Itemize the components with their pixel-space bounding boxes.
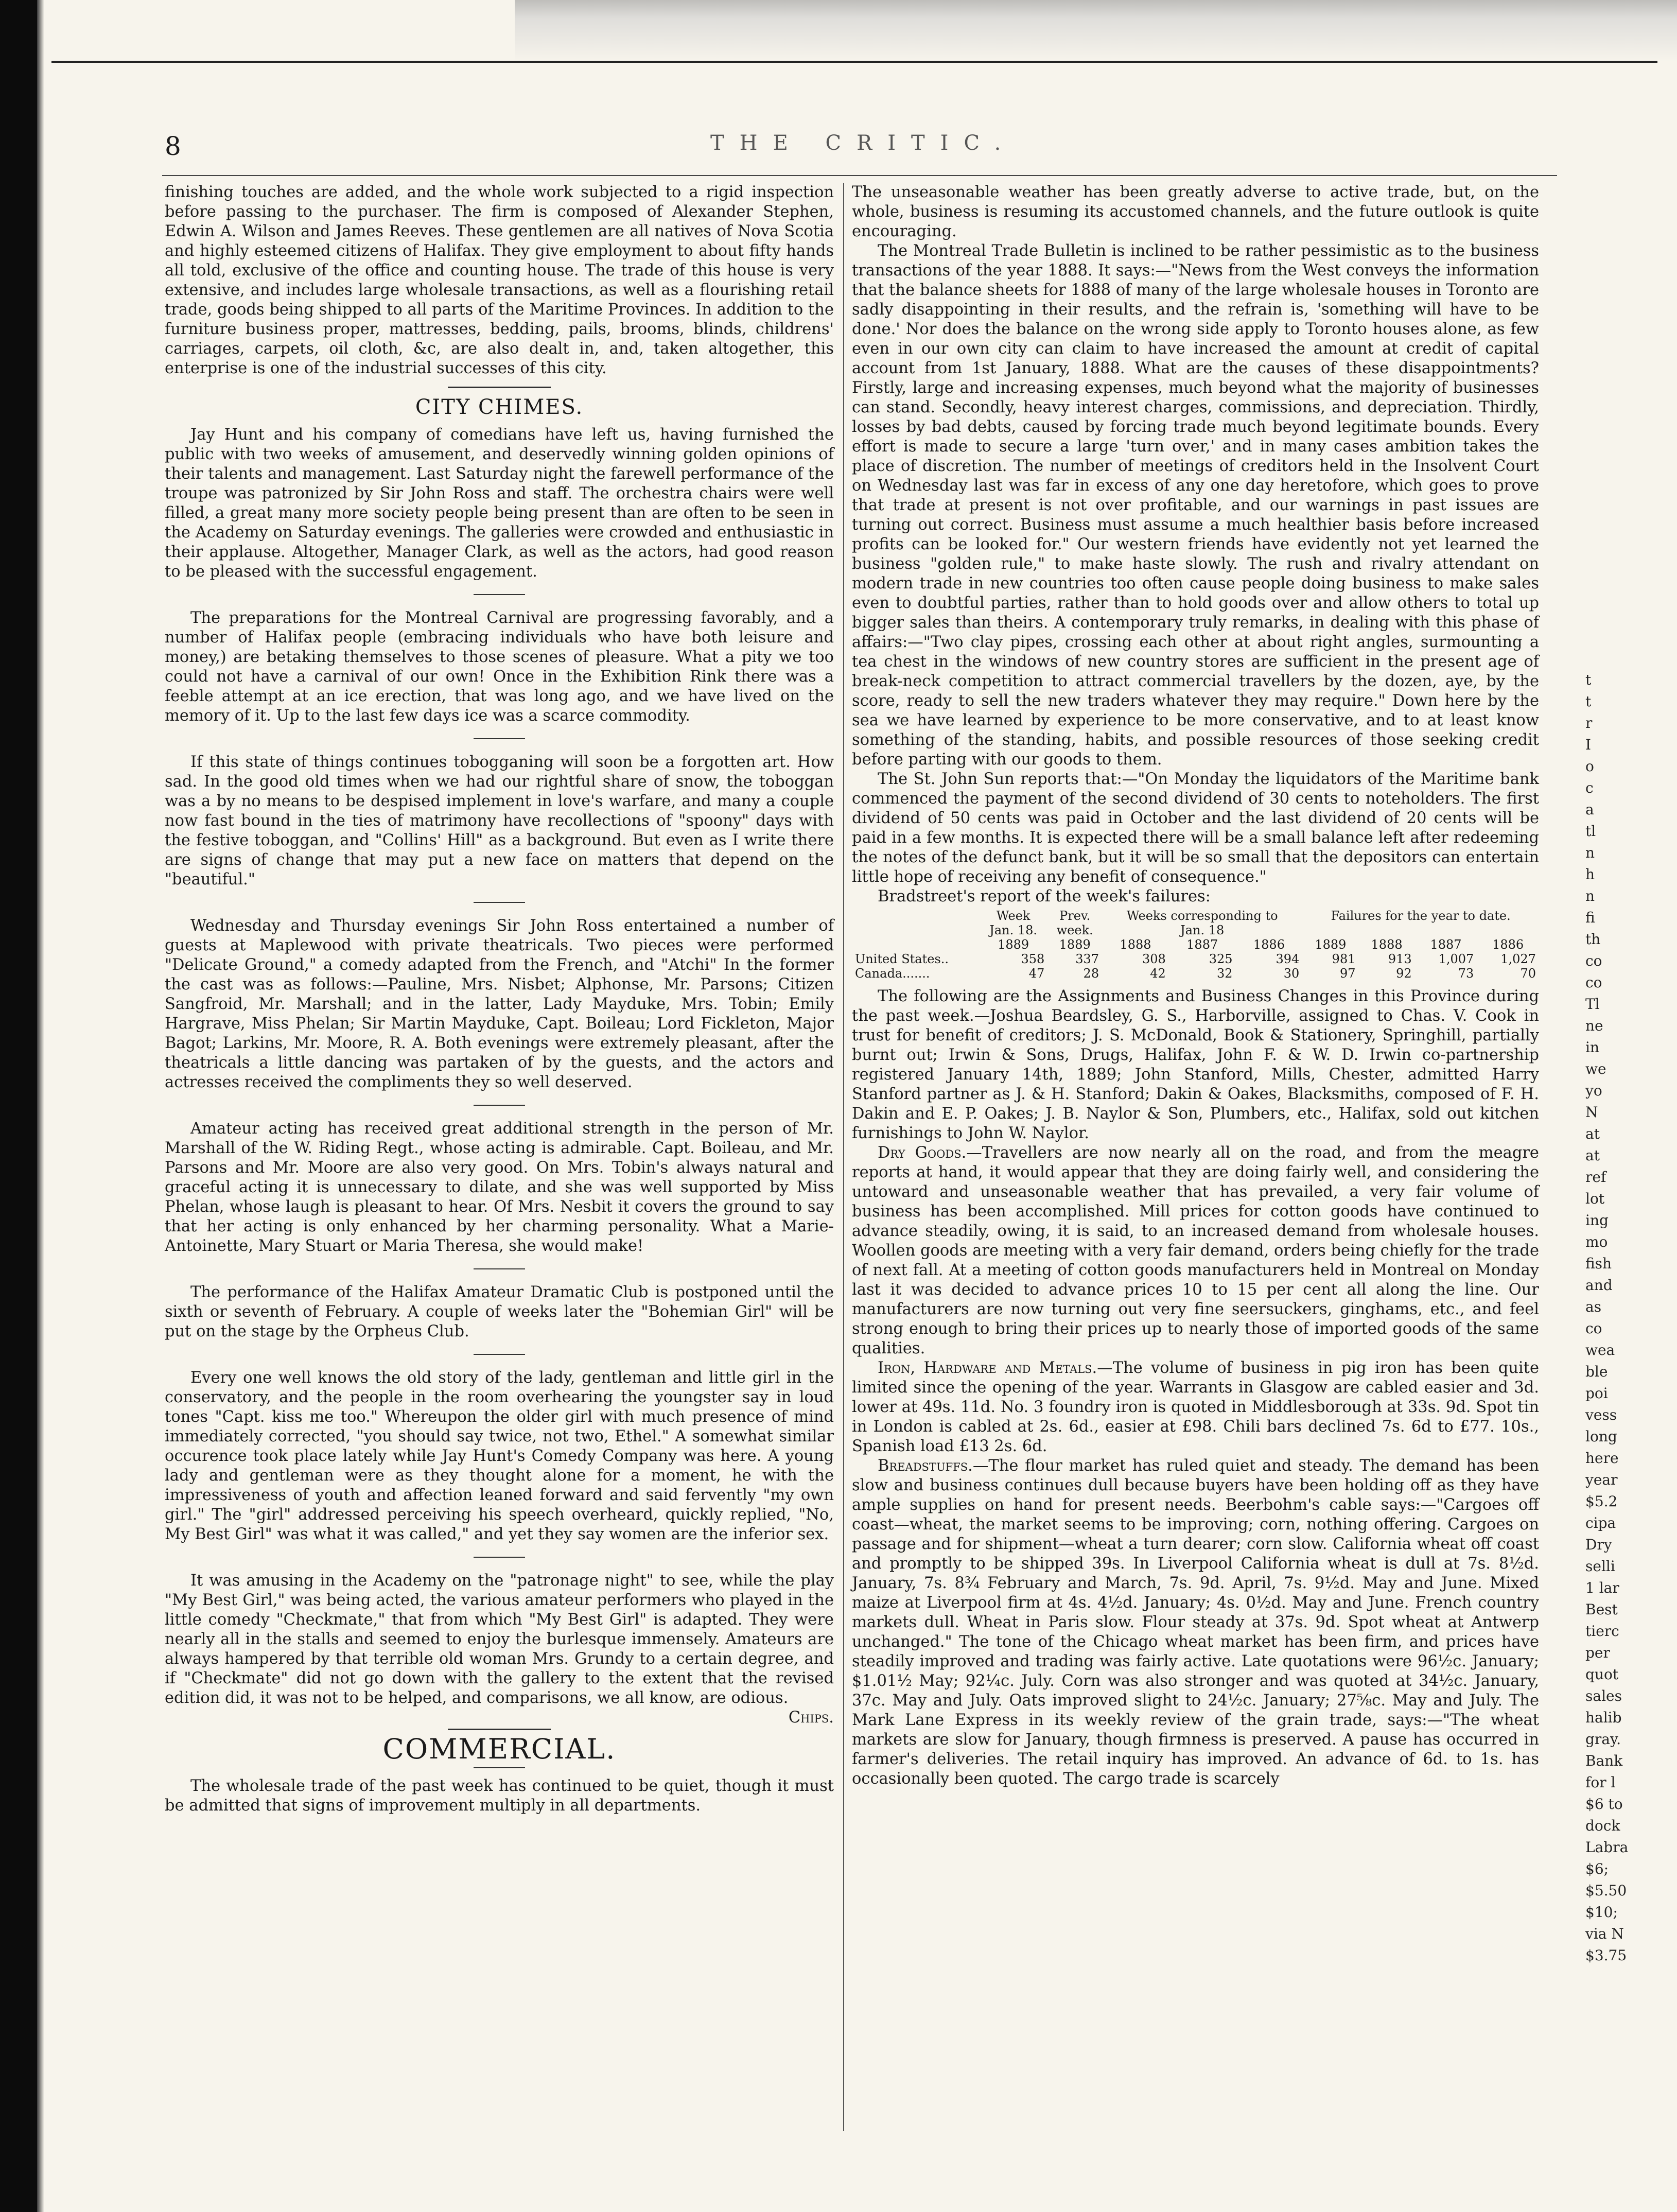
ornament-rule (448, 387, 551, 388)
fragment-line: cipa (1585, 1514, 1616, 1531)
fragment-line: vess (1585, 1406, 1617, 1423)
article-paragraph: The performance of the Halifax Amateur Dramatic Club is postponed until the sixth or seventh of February. A couple of weeks later the "Bohemian Girl" will be put on the stage by the Orpheus Club. (165, 1283, 834, 1340)
furniture-paragraph: finishing touches are added, and the whole work subjected to a rigid inspection before passing to the purchaser. The firm is composed of Alexander Stephen, Edwin A. Wilson and James Reeves. These gentlemen are all natives of Nova Scotia and highly esteemed citizens of Halifax. They give employment to about fifty hands all told, exclusive of the office and counting house. The trade of this house is very extensive, and includes large wholesale transactions, as well as a flourishing retail trade, goods being shipped to all parts of the Maritime Provinces. In addition to the furniture business proper, mattresses, bedding, pails, brooms, blinds, childrens' carriages, carpets, oil cloth, &c, are also dealt in, and, taken altogether, this enterprise is one of the industrial successes of this city. (165, 183, 834, 377)
fragment-line: co (1585, 974, 1602, 991)
table-cell: 981 (1332, 952, 1356, 966)
year-cell: 1888 (1371, 937, 1403, 952)
column-divider (843, 183, 844, 2131)
year-cell: 1887 (1430, 937, 1462, 952)
row-label: United States.. (855, 952, 949, 966)
fragment-line: at (1585, 1125, 1600, 1142)
separator (474, 1767, 525, 1768)
fragment-line: sales (1585, 1687, 1622, 1704)
fragment-line: $5.2 (1585, 1493, 1618, 1510)
subhead-dry-goods: Dry Goods. (878, 1144, 967, 1162)
article-paragraph (165, 1571, 834, 1727)
article-paragraph (852, 1456, 1539, 1789)
table-header: Jan. 18 (1180, 923, 1225, 937)
article-paragraph: The Montreal Trade Bulletin is inclined to be rather pessimistic as to the business transactions of the year 1888. It says:—"News from the West conveys the information that the balance sheets for 1888 of many of the large wholesale houses in Toronto are sadly disappointing in their results, and the refrain is, 'something will have to be done.' Nor does the balance on the wrong side apply to Toronto houses alone, as few even in our own city can claim to have increased the amount at credit of capital account from 1st January, 1888. What are the causes of these disappointments? Firstly, large and increasing expenses, much beyond what the majority of businesses can stand. Secondly, heavy interest charges, commissions, and depreciation. Thirdly, losses by bad debts, caused by forcing trade much beyond legitimate bounds. Every effort is made to secure a large 'turn over,' and in many cases ambition takes the place of discretion. The number of meetings of creditors held in the Insolvent Court on Wednesday last was far in excess of any one day heretofore, which goes to prove that trade at present is not over profitable, and our warnings in past issues are turning out correct. Business must assume a much healthier basis before increased profits can be looked for." Our western friends have evidently not yet learned the business "golden rule," to make haste slowly. The rush and rivalry attendant on modern trade in new countries too often cause people doing business to make sales even to doubtful parties, rather than to hold goods over and allow others to total up bigger sales than theirs. A contemporary truly remarks, in dealing with this phase of affairs:—"Two clay pipes, crossing each other at about right angles, surmounting a tea chest in the windows of new country stores are sufficient in the present age of break-neck competition to attract commercial travellers by the dozen, aye, by the score, ready to sell the new traders whatever they may require." Down here by the sea we have learned by experience to be more conservative, and to at least know something of the standing, habits, and possible resources of those seeking credit before parting with our goods to them. (852, 242, 1539, 769)
fragment-line: tierc (1585, 1623, 1619, 1640)
adjacent-page-fragments (1585, 669, 1673, 1966)
separator (474, 1105, 525, 1106)
fragment-line: o (1585, 758, 1594, 775)
table-cell: 337 (1075, 952, 1099, 966)
table-cell: 1,007 (1438, 952, 1474, 966)
table-header: week. (1056, 923, 1093, 937)
table-cell: 28 (1083, 966, 1099, 981)
table-cell: 394 (1276, 952, 1300, 966)
article-paragraph: The preparations for the Montreal Carnival are progressing favorably, and a number of Halifax people (embracing individuals who have both leisure and money,) are betaking themselves to those scenes of pleasure. What a pity we too could not have a carnival of our own! Once in the Exhibition Rink there was a feeble attempt at an ice erection, that was long ago, and we have lived on the memory of it. Up to the last few days ice was a scarce commodity. (165, 609, 834, 725)
article-paragraph: Amateur acting has received great additional strength in the person of Mr. Marshall of the W. Riding Regt., whose acting is admirable. Capt. Boileau, and Mr. Parsons and Mr. Moore are also very good. On Mrs. Tobin's always natural and graceful acting it is unnecessary to dilate, and she was well supported by Miss Phelan, whose laugh is pleasant to hear. Of Mrs. Nesbit it covers the ground to say that her acting is only enhanced by her charming personality. What a Marie-Antoinette, Mary Stuart or Maria Theresa, she would make! (165, 1120, 834, 1255)
ornament-rule (448, 1729, 551, 1730)
separator (474, 594, 525, 595)
paragraph-text: —The volume of business in pig iron has been quite limited since the opening of the year. Warrants in Glasgow are cabled easier and 3d. lower at 49s. 11d. No. 3 foundry iron is quoted in Middlesborough at 33s. 9d. Spot tin in London is cabled at 2s. 6d., easier at £98. Chili bars declined 7s. 6d to £77. 10s., Spanish load £13 2s. 6d. (852, 1359, 1539, 1455)
separator (474, 738, 525, 739)
fragment-line: for l (1585, 1774, 1616, 1791)
table-header-row (852, 923, 1539, 937)
fragment-line: yo (1585, 1082, 1602, 1099)
fragment-line: tl (1585, 823, 1596, 840)
table-cell: 70 (1520, 966, 1536, 981)
fragment-line: Best (1585, 1601, 1618, 1618)
year-cell: 1886 (1253, 937, 1285, 952)
fragment-line: ing (1585, 1212, 1609, 1229)
fragment-line: c (1585, 779, 1594, 796)
fragment-line: as (1585, 1298, 1602, 1315)
table-header: Prev. (1059, 909, 1091, 923)
table-cell: 325 (1209, 952, 1233, 966)
table-header: Jan. 18. (989, 923, 1038, 937)
fragment-line: co (1585, 952, 1602, 969)
fragment-line: fi (1585, 909, 1595, 926)
fragment-line: fish (1585, 1255, 1612, 1272)
table-cell: 97 (1339, 966, 1356, 981)
article-paragraph: If this state of things continues tobogganing will soon be a forgotten art. How sad. In the good old times when we had our rightful share of snow, the toboggan was a by no means to be despised implement in love's warfare, and many a couple now fast bound in the ties of matrimony have recollections of "spoony" days with the festive toboggan, and "Collins' Hill" as a background. But even as I write there are signs of change that may put a new face on matters that depend on the "beautiful." (165, 753, 834, 889)
article-paragraph (852, 1358, 1539, 1456)
header-rule (162, 175, 1557, 176)
row-label: Canada....... (855, 966, 930, 981)
fragment-line: $6 to (1585, 1796, 1623, 1813)
fragment-line: per (1585, 1644, 1610, 1661)
article-paragraph: The wholesale trade of the past week has continued to be quiet, though it must be admitted that signs of improvement multiply in all departments. (165, 1777, 834, 1815)
page-number: 8 (165, 131, 181, 161)
fragment-line: gray. (1585, 1731, 1621, 1748)
paragraph-text: It was amusing in the Academy on the "patronage night" to see, while the play "My Best Girl," was being acted, the various amateur performers who played in the little comedy "Checkmate," that from which "My Best Girl" is adapted. They were nearly all in the stalls and seemed to enjoy the burlesque immensely. Amateurs are always hampered by that terrible old woman Mrs. Grundy to a certain degree, and if "Checkmate" did not go down with the gallery to the extent that the revised edition did, it was not to be helped, and comparisons, we all know, are odious. (165, 1572, 834, 1707)
fragment-line: Dry (1585, 1536, 1612, 1553)
paragraph-text: —Travellers are now nearly all on the road, and from the meagre reports at hand, it would appear that they are doing fairly well, and considering the untoward and unseasonable weather that has prevailed, a very fair volume of business has been accomplished. Mill prices for cotton goods have continued to advance steadily, owing, it is said, to an increased demand from wholesale houses. Woollen goods are meeting with a very fair demand, orders being chiefly for the trade of next fall. At a meeting of cotton goods manufacturers held in Montreal on Monday last it was decided to advance prices 10 to 15 per cent all along the line. Our manufacturers are now turning out very fine seersuckers, ginghams, etc., and feel strong enough to bring their prices up to nearly those of imported goods of the same qualities. (852, 1144, 1539, 1357)
fragment-line: and (1585, 1277, 1613, 1294)
fragment-line: ref (1585, 1169, 1606, 1186)
table-header-row (852, 937, 1539, 952)
table-cell: 913 (1388, 952, 1412, 966)
fragment-line: poi (1585, 1385, 1608, 1402)
binding-edge (37, 0, 44, 2212)
fragment-line: h (1585, 866, 1595, 883)
separator (474, 1557, 525, 1558)
fragment-line: $3.75 (1585, 1947, 1627, 1964)
fragment-line: we (1585, 1060, 1606, 1077)
table-cell: 30 (1283, 966, 1300, 981)
fragment-line: dock (1585, 1817, 1620, 1834)
table-header-row (852, 909, 1539, 923)
fragment-line: $10; (1585, 1904, 1618, 1921)
article-paragraph: Every one well knows the old story of the lady, gentleman and little girl in the conservatory, and the people in the room overhearing the youngster say in loud tones "Capt. kiss me too." Whereupon the older girl with much presence of mind immediately corrected, "you should say twice, not two, Ethel." A somewhat similar occurence took place lately while Jay Hunt's Comedy Company was here. A young lady and gentleman were as they thought alone for a moment, he with the impressiveness of youth and affection leaned forward and said fervently "my own girl." The "girl" addressed perceiving his speech overheard, quickly replied, "No, My Best Girl" was what it was called," and yet they say women are the inferior sex. (165, 1369, 834, 1543)
article-paragraph (852, 1143, 1539, 1358)
fragment-line: via N (1585, 1925, 1624, 1942)
table-header: Weeks corresponding to (1126, 909, 1278, 923)
fragment-line: selli (1585, 1558, 1615, 1575)
table-cell: 42 (1150, 966, 1166, 981)
article-paragraph: The following are the Assignments and Business Changes in this Province during the past week.—Joshua Beardsley, G. S., Harborville, assigned to Chas. V. Cook in trust for benefit of creditors; J. S. McDonald, Book & Stationery, Springhill, partially burnt out; Irwin & Sons, Drugs, Halifax, John F. & W. D. Irwin co-partnership registered January 14th, 1889; John Stanford, Mills, Chester, admitted Harry Stanford partner as J. & H. Stanford; Dakin & Oakes, Blacksmiths, composed of F. H. Dakin and E. P. Oakes; J. B. Naylor & Son, Plumbers, etc., Halifax, sold out kitchen furnishings to John W. Naylor. (852, 987, 1539, 1142)
fragment-line: t (1585, 671, 1592, 688)
fragment-line: ble (1585, 1363, 1608, 1380)
fragment-line: th (1585, 931, 1601, 948)
fragment-line: quot (1585, 1666, 1619, 1683)
table-cell: 32 (1217, 966, 1233, 981)
table-header: Failures for the year to date. (1331, 909, 1511, 923)
binding-shadow (0, 0, 37, 2212)
fragment-line: long (1585, 1428, 1617, 1445)
fragment-line: ne (1585, 1017, 1603, 1034)
fragment-line: halib (1585, 1709, 1622, 1726)
fragment-line: t (1585, 693, 1592, 710)
column-left (165, 183, 834, 2131)
table-row (852, 966, 1539, 981)
separator (474, 1354, 525, 1355)
fragment-line: Tl (1585, 996, 1600, 1013)
fragment-line: $6; (1585, 1860, 1609, 1877)
fragment-line: 1 lar (1585, 1579, 1619, 1596)
article-paragraph: The unseasonable weather has been greatly adverse to active trade, but, on the whole, business is resuming its accustomed channels, and the future outlook is quite encouraging. (852, 183, 1539, 240)
fragment-line: at (1585, 1147, 1600, 1164)
fragment-line: $5.50 (1585, 1882, 1627, 1899)
table-cell: 47 (1028, 966, 1045, 981)
year-cell: 1886 (1492, 937, 1524, 952)
failures-table (852, 909, 1539, 981)
column-right (852, 183, 1539, 2131)
table-cell: 1,027 (1500, 952, 1536, 966)
table-cell: 358 (1021, 952, 1045, 966)
article-paragraph: The St. John Sun reports that:—"On Monday the liquidators of the Maritime bank commenced the payment of the second dividend of 30 cents to noteholders. The first dividend of 50 cents was paid in October and the last dividend of 20 cents will be paid in a few months. It is expected there will be a small balance left after redeeming the notes of the defunct bank, but it will be so small that the depositors can entertain little hope of receiving any benefit of consequence." (852, 770, 1539, 886)
separator (474, 1268, 525, 1269)
section-heading-commercial: COMMERCIAL. (382, 1733, 616, 1765)
table-row (852, 952, 1539, 966)
year-cell: 1888 (1120, 937, 1151, 952)
fragment-line: co (1585, 1320, 1602, 1337)
table-cell: 92 (1396, 966, 1412, 981)
fragment-line: Labra (1585, 1839, 1629, 1856)
table-cell: 73 (1458, 966, 1474, 981)
subhead-breadstuffs: Breadstuffs. (878, 1457, 973, 1475)
year-cell: 1889 (1059, 937, 1091, 952)
section-heading-city-chimes: CITY CHIMES. (415, 395, 584, 419)
article-paragraph: Bradstreet's report of the week's failures: (878, 887, 1211, 905)
fragment-line: mo (1585, 1233, 1608, 1250)
table-header: Week (996, 909, 1030, 923)
paragraph-text: —The flour market has ruled quiet and steady. The demand has been slow and business continues dull because buyers have been holding off as they have ample supplies on hand for present needs. Beerbohm's cable says:—"Cargoes off coast—wheat, the market seems to be improving; corn, nothing offering. Cargoes on passage and for shipment—wheat a turn dearer; corn slow. California wheat off coast and promptly to be shipped 39s. In Liverpool California wheat is dull at 7s. 8½d. January, 7s. 8¾ February and March, 7s. 9d. April, 7s. 9½d. May and June. Mixed maize at Liverpool firm at 4s. 4½d. January; 4s. 0½d. May and June. French country markets dull. Wheat in Paris slow. Flour steady at 37s. 9d. Spot wheat at Antwerp unchanged." The tone of the Chicago wheat market has been firm, and prices have steadily improved and trading was fairly active. Late quotations were 96½c. January; $1.01½ May; 92¼c. July. Corn was also stronger and was quoted at 34½c. January, 37c. May and July. Oats improved slight to 24½c. January; 27⅝c. May and July. The Mark Lane Express in its weekly review of the grain trade, says:—"The wheat markets are slow for January, though firmness is preserved. A pause has occurred in farmer's deliveries. The retail inquiry has improved. An advance of 6d. to 1s. has occasionally been quoted. The cargo trade is scarcely (852, 1457, 1539, 1788)
fragment-line: wea (1585, 1342, 1615, 1358)
byline-signature: Chips. (788, 1709, 834, 1727)
article-paragraph: Wednesday and Thursday evenings Sir John Ross entertained a number of guests at Maplewood with private theatricals. Two pieces were performed "Delicate Ground," a comedy adapted from the French, and "Atchi" In the former the cast was as follows:—Pauline, Mrs. Nisbet; Alphonse, Mr. Parsons; Citizen Sangfroid, Mr. Marshall; and in the latter, Lady Mayduke, Mrs. Tobin; Emily Hargrave, Miss Phelan; Sir Martin Mayduke, Capt. Boileau; Lord Fickleton, Major Bagot; Larkins, Mr. Moore, R. A. Both evenings were extremely pleasant, after the theatricals a little dancing was partaken of by the guests, and the actors and actresses received the compliments they so well deserved. (165, 917, 834, 1091)
table-cell: 308 (1142, 952, 1166, 966)
fragment-line: n (1585, 844, 1595, 861)
running-head: THE CRITIC. (710, 131, 1017, 155)
article-paragraph: Jay Hunt and his company of comedians have left us, having furnished the public with two weeks of amusement, and deservedly winning golden opinions of their talents and management. Last Saturday night the farewell performance of the troupe was patronized by Sir John Ross and staff. The orchestra chairs were well filled, a great many more society people being present than are often to be seen in the Academy on Saturday evenings. The galleries were crowded and enthusiastic in their applause. Altogether, Manager Clark, as well as the actors, had good reason to be pleased with the successful engagement. (165, 426, 834, 581)
fragment-line: a (1585, 801, 1594, 818)
fragment-line: lot (1585, 1190, 1605, 1207)
fragment-line: r (1585, 715, 1593, 731)
fragment-line: N (1585, 1104, 1598, 1121)
fragment-line: n (1585, 887, 1595, 904)
fragment-line: in (1585, 1039, 1599, 1056)
scan-smudge (515, 0, 1677, 62)
fragment-line: here (1585, 1450, 1619, 1467)
separator (474, 902, 525, 903)
subhead-iron-hardware: Iron, Hardware and Metals. (878, 1359, 1097, 1377)
year-cell: 1889 (998, 937, 1029, 952)
fragment-line: Bank (1585, 1752, 1623, 1769)
top-rule (51, 61, 1657, 63)
year-cell: 1889 (1315, 937, 1347, 952)
fragment-line: I (1585, 736, 1592, 753)
year-cell: 1887 (1186, 937, 1218, 952)
fragment-line: year (1585, 1471, 1618, 1488)
